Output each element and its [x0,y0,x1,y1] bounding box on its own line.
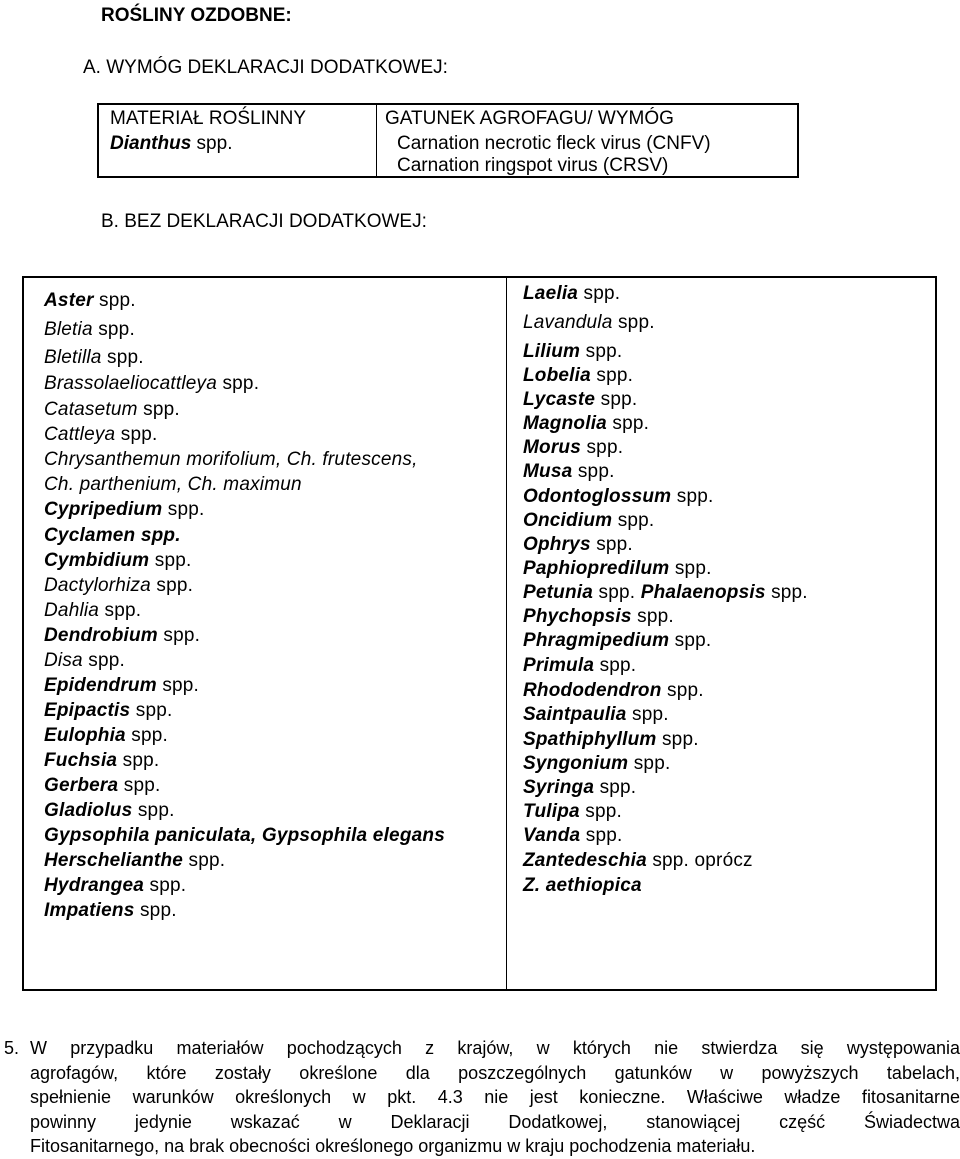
declaration-table [97,103,799,178]
plant-item: Gladiolus spp. [44,800,175,821]
pest-cnfv: Carnation necrotic fleck virus (CNFV) [397,133,711,154]
plant-item: Syringa spp. [523,777,637,798]
plant-item: Epidendrum spp. [44,675,200,696]
plant-item: Syngonium spp. [523,753,671,774]
plant-item: Phragmipedium spp. [523,630,712,651]
plant-item: Z. aethiopica [523,875,642,896]
plant-item: Phychopsis spp. [523,606,674,627]
plant-item: Brassolaeliocattleya spp. [44,373,260,394]
plant-item: Lilium spp. [523,341,623,362]
plant-item: Lobelia spp. [523,365,634,386]
plant-item: Cattleya spp. [44,424,158,445]
plant-item: Dendrobium spp. [44,625,201,646]
plant-item: Laelia spp. [523,283,621,304]
plant-item: Spathiphyllum spp. [523,729,699,750]
plant-item: Odontoglossum spp. [523,486,714,507]
plant-item: Tulipa spp. [523,801,623,822]
plant-item: Petunia spp. Phalaenopsis spp. [523,582,808,603]
plant-item: Magnolia spp. [523,413,650,434]
plant-item: Hydrangea spp. [44,875,187,896]
plant-item: Ch. parthenium, Ch. maximun [44,474,302,495]
pest-crsv: Carnation ringspot virus (CRSV) [397,155,669,176]
plant-item: Lavandula spp. [523,312,655,333]
plant-item: Herschelianthe spp. [44,850,226,871]
plant-item: Paphiopredilum spp. [523,558,712,579]
plant-item: Zantedeschia spp. oprócz [523,850,753,871]
plant-item: Musa spp. [523,461,615,482]
plant-item: Saintpaulia spp. [523,704,669,725]
plant-item: Rhododendron spp. [523,680,704,701]
table-divider [376,105,377,176]
plant-item: Dactylorhiza spp. [44,575,194,596]
plant-item: Epipactis spp. [44,700,173,721]
plant-item: Vanda spp. [523,825,623,846]
plant-item: Eulophia spp. [44,725,169,746]
plant-item: Aster spp. [44,290,136,311]
plant-item: Oncidium spp. [523,510,655,531]
plant-item: Bletilla spp. [44,347,144,368]
plant-item: Ophrys spp. [523,534,633,555]
paragraph-line: W przypadku materiałów pochodzących z krajów, w których nie stwierdza się występowania [30,1038,960,1058]
plant-item: Gerbera spp. [44,775,161,796]
plant-item: Cymbidium spp. [44,550,192,571]
header-plant-material: MATERIAŁ ROŚLINNY [110,108,307,129]
header-pest-requirement: GATUNEK AGROFAGU/ WYMÓG [385,108,674,129]
paragraph-line: Fitosanitarnego, na brak obecności określonego organizmu w kraju pochodzenia materiału. [30,1136,756,1156]
plant-item: Impatiens spp. [44,900,177,921]
plant-item: Chrysanthemun morifolium, Ch. frutescens, [44,449,418,470]
paragraph-line: spełnienie warunków określonych w pkt. 4.3 nie jest konieczne. Właściwe władze fitosanitarne [30,1087,960,1107]
section-b-heading: B. BEZ DEKLARACJI DODATKOWEJ: [101,211,427,232]
plant-item: Gypsophila paniculata, Gypsophila elegans [44,825,445,846]
plant-item: Lycaste spp. [523,389,638,410]
plants-list-table [22,276,937,991]
plant-item: Cypripedium spp. [44,499,205,520]
plant-item: Catasetum spp. [44,399,180,420]
column-divider [506,278,507,989]
section-a-heading: A. WYMÓG DEKLARACJI DODATKOWEJ: [83,57,448,78]
paragraph-line: agrofagów, które zostały określone dla poszczególnych gatunków w powyższych tabelach, [30,1062,960,1083]
paragraph-line: powinny jedynie wskazać w Deklaracji Dodatkowej, stanowiącej część Świadectwa [30,1111,960,1132]
paragraph-number: 5. [4,1038,20,1058]
plant-item: Dahlia spp. [44,600,142,621]
page-title: ROŚLINY OZDOBNE: [101,5,292,26]
plant-item: Fuchsia spp. [44,750,160,771]
paragraph-5 [4,1036,960,1159]
plant-item: Primula spp. [523,655,637,676]
plant-dianthus: Dianthus spp. [110,133,233,154]
plant-item: Bletia spp. [44,319,135,340]
plant-item: Cyclamen spp. [44,525,181,546]
plant-item: Disa spp. [44,650,126,671]
plant-item: Morus spp. [523,437,624,458]
